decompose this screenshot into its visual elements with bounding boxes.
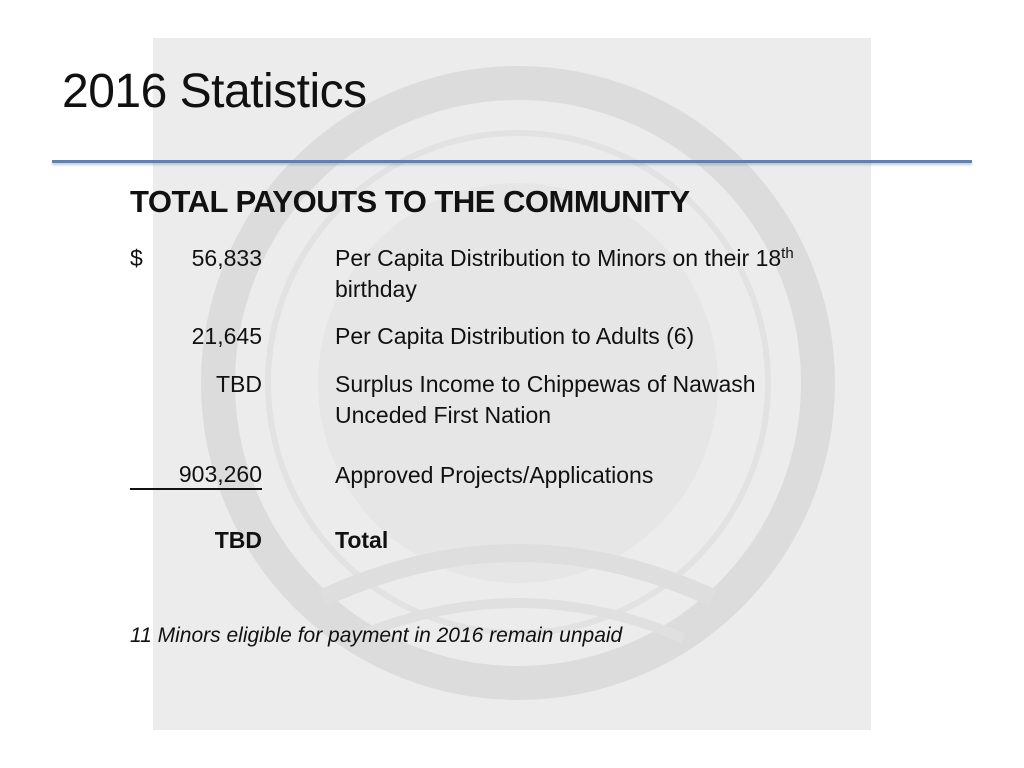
slide-title: 2016 Statistics (62, 65, 367, 118)
row-description-minors-line2: birthday (335, 276, 417, 302)
row-description-projects: Approved Projects/Applications (335, 462, 654, 488)
row-amount-adults: 21,645 (191, 323, 262, 349)
row-amount-minors: 56,833 (191, 245, 262, 271)
row-description-minors-sup: th (781, 245, 794, 262)
total-amount: TBD (214, 527, 262, 553)
title-divider (52, 160, 972, 163)
row-description-surplus-line2: Unceded First Nation (335, 402, 552, 428)
section-heading: TOTAL PAYOUTS TO THE COMMUNITY (130, 184, 690, 219)
currency-symbol: $ (130, 245, 143, 271)
footnote: 11 Minors eligible for payment in 2016 remain unpaid (130, 624, 623, 647)
row-description-adults: Per Capita Distribution to Adults (6) (335, 323, 695, 349)
row-description-surplus-line1: Surplus Income to Chippewas of Nawash (335, 371, 756, 397)
row-amount-surplus: TBD (216, 371, 262, 397)
total-label: Total (335, 527, 389, 553)
row-description-minors (335, 243, 895, 305)
row-description-minors-line1: Per Capita Distribution to Minors on their 18 (335, 245, 782, 271)
row-amount-projects: 903,260 (130, 461, 262, 490)
row-description-surplus (335, 369, 895, 431)
